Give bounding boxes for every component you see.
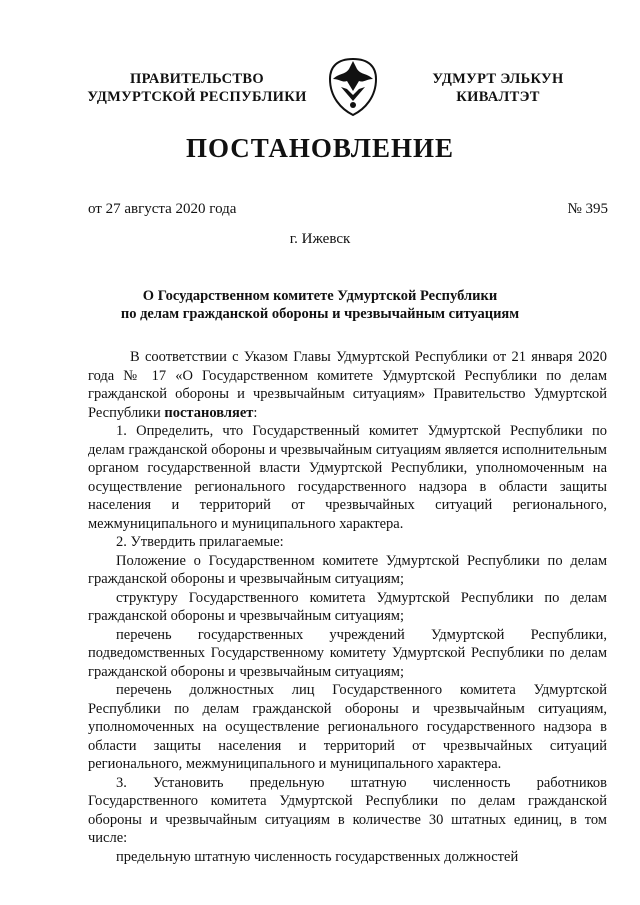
- paragraph-3a: предельную штатную численность государственных должностей: [116, 848, 519, 865]
- intro-text: В соответствии с Указом Главы Удмуртской Республики от 21 января 2020 года № 17 «О Государственном комитете Удмуртской Республики по делам гражданской обороны и чрезвычайным ситуациям» Правительство Удмуртской Республики: [88, 349, 607, 421]
- issuer-udmurt: [418, 70, 578, 106]
- intro-paragraph: [88, 348, 607, 422]
- paragraph-2d: перечень должностных лиц Государственного комитета Удмуртской Республики по делам гражданской обороны и чрезвычайным ситуациям, уполномоченных на осуществление регионального государственного надзора в области защиты населения и территорий от чрезвычайных ситуаций регионального, межмуниципального и муниципального характера.: [88, 682, 607, 772]
- paragraph-2b: структуру Государственного комитета Удмуртской Республики по делам гражданской обороны и чрезвычайным ситуациям;: [88, 589, 607, 624]
- document-number: № 395: [567, 201, 608, 217]
- paragraph-2a: Положение о Государственном комитете Удмуртской Республики по делам гражданской обороны и чрезвычайным ситуациям;: [88, 552, 607, 587]
- document-body: [88, 348, 607, 866]
- subject-line-2: по делам гражданской обороны и чрезвычайным ситуациям: [120, 306, 520, 322]
- paragraph-1: 1. Определить, что Государственный комитет Удмуртской Республики по делам гражданской обороны и чрезвычайным ситуациям является исполнительным органом государственной власти Удмуртской Республики, уполномоченным на осуществление регионального государственного надзора в области защиты населения и территорий от чрезвычайных ситуаций регионального, межмуниципального и муниципального характера.: [88, 423, 607, 532]
- intro-bold-word: постановляет: [164, 404, 254, 421]
- paragraph-2: 2. Утвердить прилагаемые:: [116, 534, 284, 550]
- document-city: г. Ижевск: [289, 231, 351, 247]
- issuer-russian-line2: УДМУРТСКОЙ РЕСПУБЛИКИ: [87, 89, 307, 105]
- paragraph-2c: перечень государственных учреждений Удмуртской Республики, подведомственных Государственному комитету Удмуртской Республики по делам гражданской обороны и чрезвычайным ситуациям;: [88, 626, 607, 680]
- issuer-russian: [82, 70, 312, 106]
- subject-line-1: О Государственном комитете Удмуртской Республики: [142, 288, 498, 304]
- paragraph-3: 3. Установить предельную штатную численность работников Государственного комитета Удмуртской Республики по делам гражданской обороны и чрезвычайным ситуациям в количестве 30 штатных единиц, в том числе:: [88, 774, 607, 846]
- issuer-udmurt-line2: КИВАЛТЭТ: [456, 89, 540, 105]
- intro-end: :: [253, 404, 258, 421]
- issuer-russian-line1: ПРАВИТЕЛЬСТВО: [130, 71, 264, 87]
- document-type-title: ПОСТАНОВЛЕНИЕ: [185, 133, 455, 163]
- document-date: от 27 августа 2020 года: [88, 201, 237, 217]
- udmurt-coat-of-arms-icon: [327, 57, 379, 117]
- issuer-udmurt-line1: УДМУРТ ЭЛЬКУН: [432, 71, 564, 87]
- document-subject: [0, 287, 640, 323]
